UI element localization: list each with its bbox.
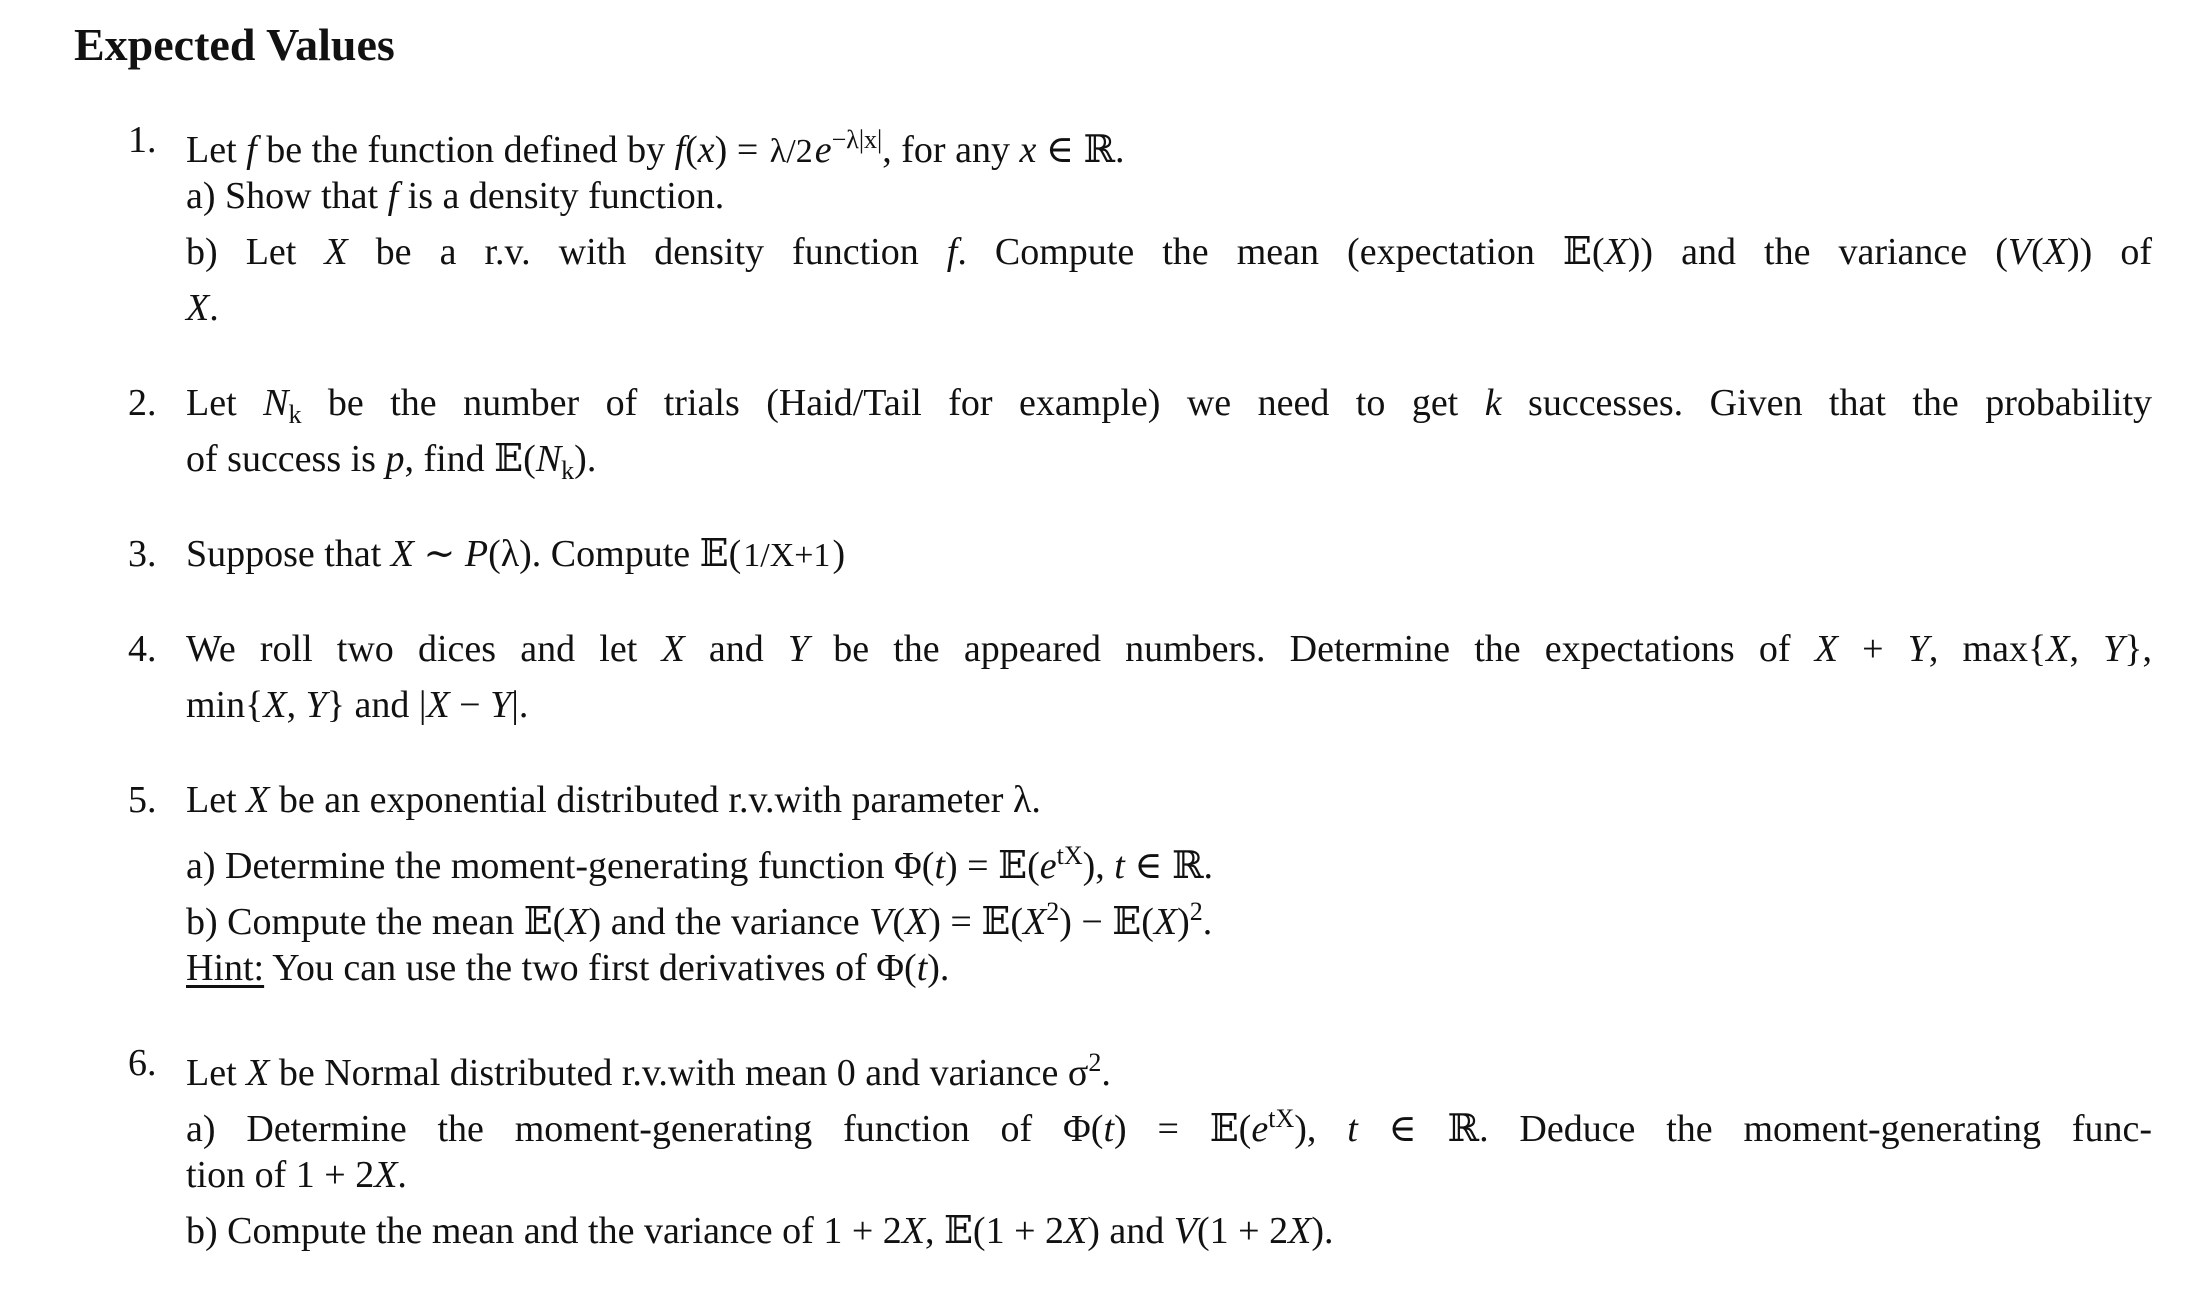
text-segment: successes. Given that the probability <box>1501 382 2152 424</box>
text-segment: ∈ ℝ. Deduce the moment-generating func- <box>1357 1108 2153 1150</box>
exercise-number: 3. <box>128 533 157 575</box>
math-symbol: f <box>946 231 958 273</box>
text-segment: be a r.v. with density function <box>347 231 947 273</box>
text-segment: be an exponential distributed r.v.with parameter λ. <box>269 779 1041 821</box>
text-segment: , find 𝔼( <box>404 438 536 480</box>
text-line <box>186 884 2152 943</box>
math-symbol: x <box>697 129 715 171</box>
text-segment: is a density function. <box>398 175 725 217</box>
text-line <box>186 677 2152 733</box>
text-line <box>186 772 2152 828</box>
math-symbol: Y <box>305 684 327 726</box>
text-segment: be the appeared numbers. Determine the expectations of <box>809 628 1815 670</box>
math-symbol: X <box>1022 901 1047 943</box>
superscript: 2 <box>1189 897 1203 926</box>
text-line <box>186 526 2152 582</box>
math-symbol: X <box>1288 1210 1312 1252</box>
math-symbol: V <box>869 901 893 943</box>
text-segment: b) Let <box>186 231 325 273</box>
text-segment: ( <box>2031 231 2044 273</box>
text-segment: ∈ ℝ. <box>1036 129 1125 171</box>
exercise-item <box>128 526 2152 582</box>
math-symbol: X <box>390 533 414 575</box>
math-symbol: V <box>1173 1210 1197 1252</box>
superscript: 2 <box>1046 897 1060 926</box>
math-symbol: X <box>2043 231 2067 273</box>
text-segment: ) − 𝔼( <box>1059 901 1154 943</box>
math-symbol: Y <box>787 628 810 670</box>
math-symbol: t <box>1347 1108 1358 1150</box>
text-segment: ), <box>1294 1108 1348 1150</box>
text-segment: ) <box>832 533 846 575</box>
text-line <box>186 621 2152 677</box>
exercise-item <box>128 772 2152 996</box>
math-symbol: x <box>1019 129 1037 171</box>
math-symbol: f <box>387 175 399 217</box>
superscript: 2 <box>1088 1048 1102 1077</box>
text-segment: We roll two dices and let <box>186 628 662 670</box>
text-segment: (1 + 2 <box>1197 1210 1289 1252</box>
math-symbol: e <box>1039 845 1057 887</box>
text-line <box>186 224 2152 280</box>
math-symbol: X <box>1814 628 1838 670</box>
text-segment: b) Compute the mean 𝔼( <box>186 901 566 943</box>
text-segment: ). <box>927 947 950 989</box>
math-symbol: t <box>1114 845 1125 887</box>
text-segment: , for any <box>882 129 1020 171</box>
text-segment: ). <box>1311 1210 1334 1252</box>
exercise-body <box>186 772 2152 996</box>
text-segment: )) of <box>2066 231 2152 273</box>
exercise-number: 2. <box>128 382 157 424</box>
exercise-body <box>186 526 2152 582</box>
text-segment: |. <box>511 684 529 726</box>
math-symbol: X <box>374 1154 398 1196</box>
exercise-item <box>128 375 2152 487</box>
text-segment: . <box>1202 901 1213 943</box>
exercise-item <box>128 112 2152 336</box>
text-segment: ) = 𝔼( <box>945 845 1040 887</box>
text-line <box>186 828 2152 887</box>
text-segment: You can use the two first derivatives of Φ( <box>264 947 917 989</box>
text-segment: ) and <box>1087 1210 1174 1252</box>
text-segment: (λ). Compute 𝔼( <box>488 533 742 575</box>
text-segment: Suppose that <box>186 533 391 575</box>
exercise-list <box>128 112 2152 1298</box>
math-symbol: f <box>246 129 257 171</box>
math-symbol: X <box>905 901 929 943</box>
superscript: tX <box>1268 1104 1295 1133</box>
math-symbol: X <box>901 1210 925 1252</box>
math-symbol: t <box>934 845 946 887</box>
math-symbol: X <box>2046 628 2070 670</box>
math-symbol: V <box>2007 231 2032 273</box>
math-symbol: f <box>674 129 686 171</box>
text-segment: + <box>1837 628 1908 670</box>
math-symbol: X <box>565 901 589 943</box>
exercise-number: 4. <box>128 628 157 670</box>
text-segment: ) = 𝔼( <box>1114 1108 1252 1150</box>
math-symbol: t <box>1103 1108 1115 1150</box>
text-segment: ) <box>1177 901 1190 943</box>
math-symbol: Y <box>2103 628 2125 670</box>
exercise-body <box>186 1035 2152 1259</box>
math-symbol: X <box>1153 901 1178 943</box>
math-symbol: X <box>426 684 450 726</box>
math-symbol: t <box>916 947 928 989</box>
text-segment: min{ <box>186 684 264 726</box>
superscript: −λ|x| <box>831 125 883 154</box>
text-segment: tion of 1 + 2 <box>186 1154 375 1196</box>
text-segment: , max{ <box>1928 628 2047 670</box>
math-symbol: X <box>1064 1210 1088 1252</box>
math-symbol: N <box>535 438 562 480</box>
text-segment: , <box>2069 628 2104 670</box>
text-segment: ( <box>892 901 906 943</box>
text-line <box>186 1091 2153 1150</box>
text-segment: )) and the variance ( <box>1627 231 2008 273</box>
exercise-body <box>186 112 2152 336</box>
text-segment: − <box>449 684 491 726</box>
math-symbol: X <box>186 287 210 329</box>
text-line <box>186 280 2152 336</box>
math-symbol: Y <box>1907 628 1929 670</box>
text-line <box>186 1203 2152 1259</box>
text-segment: Let <box>186 129 247 171</box>
text-segment: ( <box>685 129 698 171</box>
math-symbol: X <box>246 1052 270 1094</box>
math-symbol: e <box>1251 1108 1269 1150</box>
fraction: λ/2 <box>769 133 813 170</box>
text-line <box>186 375 2152 431</box>
text-segment: Hint: <box>186 947 265 989</box>
exercise-number: 1. <box>128 119 157 161</box>
text-line <box>186 112 2152 171</box>
text-segment: } and | <box>326 684 427 726</box>
math-symbol: X <box>1604 231 1628 273</box>
text-segment: a) Determine the moment-generating function of Φ( <box>186 1108 1104 1150</box>
math-symbol: P <box>464 533 489 575</box>
math-symbol: X <box>246 779 270 821</box>
text-line <box>186 1147 2152 1203</box>
text-segment: ), <box>1082 845 1115 887</box>
text-segment: of success is <box>186 438 386 480</box>
page-title: Expected Values <box>74 19 395 70</box>
text-segment: . <box>397 1154 407 1196</box>
exercise-item <box>128 621 2152 733</box>
math-symbol: Y <box>490 684 512 726</box>
text-segment: . <box>209 287 219 329</box>
text-segment: , 𝔼(1 + 2 <box>924 1210 1065 1252</box>
exercise-body <box>186 621 2152 733</box>
math-symbol: k <box>1484 382 1502 424</box>
text-segment: be Normal distributed r.v.with mean 0 and variance σ <box>269 1052 1089 1094</box>
text-segment: and <box>684 628 788 670</box>
math-symbol: X <box>661 628 685 670</box>
exercise-body <box>186 375 2152 487</box>
exercise-number: 5. <box>128 779 157 821</box>
text-segment: . Compute the mean (expectation 𝔼( <box>957 231 1605 273</box>
text-segment: ∼ <box>414 533 465 575</box>
text-segment: ∈ ℝ. <box>1124 845 1214 887</box>
text-segment: ) and the variance <box>588 901 870 943</box>
text-segment: be the function defined by <box>256 129 675 171</box>
text-segment: a) Show that <box>186 175 388 217</box>
math-symbol: N <box>263 382 289 424</box>
text-segment: ) = <box>714 129 768 171</box>
text-segment: be the number of trials (Haid/Tail for example) we need to get <box>301 382 1485 424</box>
text-segment: Let <box>186 1052 247 1094</box>
text-line <box>186 1035 2152 1094</box>
superscript: tX <box>1056 841 1083 870</box>
math-symbol: X <box>324 231 348 273</box>
text-segment: . <box>1101 1052 1111 1094</box>
text-segment: Let <box>186 779 247 821</box>
text-line <box>186 940 2152 996</box>
text-line <box>186 431 2152 487</box>
fraction: 1/X+1 <box>743 537 831 574</box>
text-segment: b) Compute the mean and the variance of 1 + 2 <box>186 1210 902 1252</box>
text-segment: Let <box>186 382 264 424</box>
text-line <box>186 168 2152 224</box>
exercise-number: 6. <box>128 1042 157 1084</box>
subscript: k <box>561 456 575 485</box>
math-symbol: p <box>385 438 405 480</box>
exercise-item <box>128 1035 2152 1259</box>
text-segment: a) Determine the moment-generating function Φ( <box>186 845 935 887</box>
text-segment: ). <box>574 438 597 480</box>
text-segment: ) = 𝔼( <box>928 901 1023 943</box>
text-segment: , <box>286 684 306 726</box>
text-segment: }, <box>2124 628 2153 670</box>
subscript: k <box>288 400 302 429</box>
math-symbol: e <box>814 129 832 171</box>
math-symbol: X <box>263 684 287 726</box>
